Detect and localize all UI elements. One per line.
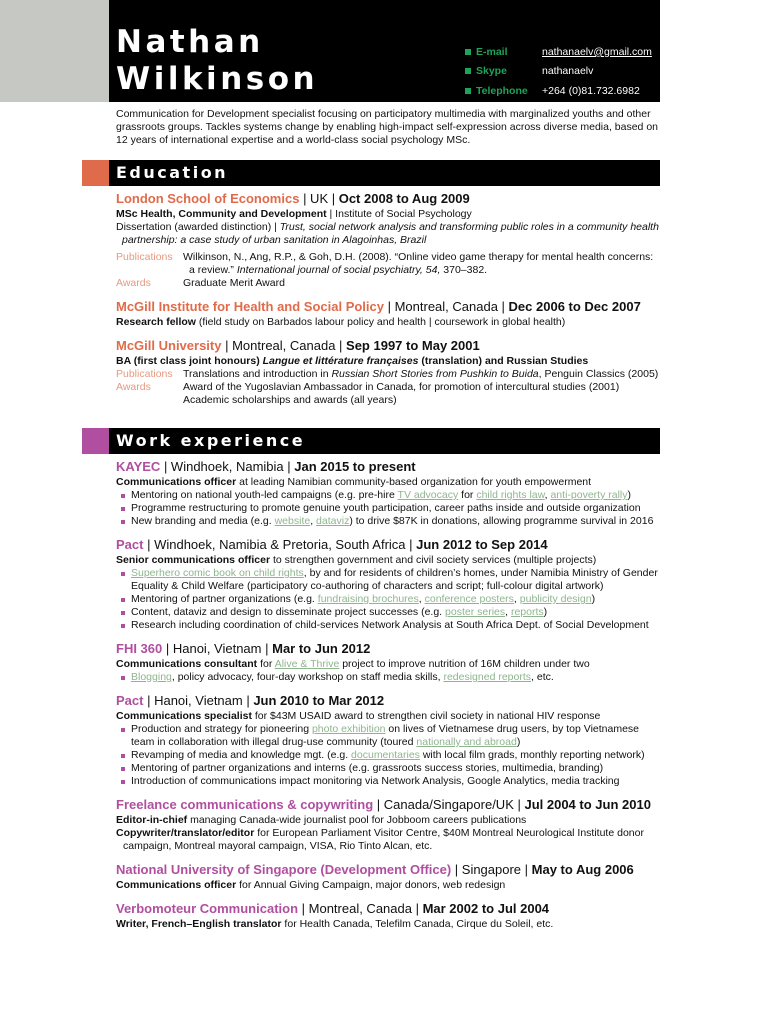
work-entry-freelance: Freelance communications & copywriting | Canada/Singapore/UK | Jul 2004 to Jun 2010 Editor-in-chief managing Canada-wide journalist pool for Jobboom careers publications Copywriter/translator/editor for European Parliament Visitor Centre, $40M Montreal Neurological Institute donor campaign, Montreal mayoral campaign, VISA, Rio Tinto Alcan, etc. — [116, 797, 651, 852]
work-entry-pact-vietnam: Pact | Hanoi, Vietnam | Jun 2010 to Mar 2012 Communications specialist for $43M USAID award to strengthen civil society in national HIV response Production and strategy for pioneering photo exhibition on lives of Vietnamese drug users, by top Vietnamese team in collaboration with illegal drug-use community (toured nationally and abroad) Revamping of media and knowledge mgt. (e.g. documentaries with local film grads, monthly reporting network) Mentoring of partner organizations and interns (e.g. grassroots success stories, multimedia, branding) Introduction of communications impact monitoring via Network Analysis, Google Analytics, media tracking — [116, 693, 661, 788]
date-range: Jun 2012 to Sep 2014 — [416, 537, 548, 552]
list-item: Introduction of communications impact monitoring via Network Analysis, Google Analytics, media tracking — [116, 775, 661, 788]
telephone-value: +264 (0)81.732.6982 — [542, 84, 640, 97]
date-range: Jan 2015 to present — [294, 459, 416, 474]
org-name: Freelance communications & copywriting — [116, 797, 374, 812]
anti-poverty-rally-link[interactable]: anti-poverty rally — [550, 489, 628, 501]
date-range: Jul 2004 to Jun 2010 — [524, 797, 651, 812]
education-heading: Education — [109, 160, 660, 186]
org-name: London School of Economics — [116, 191, 300, 206]
contact-label: Skype — [476, 65, 507, 78]
degree: MSc Health, Community and Development — [116, 208, 327, 220]
date-range: Oct 2008 to Aug 2009 — [338, 191, 470, 206]
work-entry-pact-namibia: Pact | Windhoek, Namibia & Pretoria, South Africa | Jun 2012 to Sep 2014 Senior communications officer to strengthen government and civil society services (multiple projects) Superhero comic book on child rights, by and for residents of children’s homes, under Namibia Ministry of Gender Equality & Child Welfare (participatory co-authoring of characters and script; full-colour digital artwork) Mentoring of partner organizations (e.g. fundraising brochures, conference posters, publicity design) Content, dataviz and design to disseminate project successes (e.g. poster series, reports) Research including coordination of child-services Network Analysis at South Africa Dept. of Social Development — [116, 537, 661, 632]
contact-label: Telephone — [476, 84, 528, 97]
org-name: McGill University — [116, 338, 222, 353]
org-name: Pact — [116, 537, 144, 552]
education-section — [116, 191, 661, 413]
list-item: Blogging, policy advocacy, four-day workshop on staff media skills, redesigned reports, etc. — [116, 671, 661, 684]
work-entry-kayec: KAYEC | Windhoek, Namibia | Jan 2015 to present Communications officer at leading Namibian community-based organization for youth empowerment Mentoring on national youth-led campaigns (e.g. pre-hire TV advocacy for child rights law, anti-poverty rally) Programme restructuring to promote genuine youth participation, career paths inside and outside organization New branding and media (e.g. website, dataviz) to drive $87K in donations, allowing programme survival in 2016 — [116, 459, 661, 528]
date-range: May to Aug 2006 — [531, 862, 634, 877]
org-name: Pact — [116, 693, 144, 708]
reports-link[interactable]: reports — [510, 606, 544, 618]
first-name: Nathan — [116, 24, 264, 60]
date-range: Mar 2002 to Jul 2004 — [422, 901, 550, 916]
corner-block — [0, 0, 109, 102]
dataviz-link[interactable]: dataviz — [316, 515, 350, 527]
education-entry-lse: London School of Economics | UK | Oct 2008 to Aug 2009 MSc Health, Community and Development | Institute of Social Psychology Dissertation (awarded distinction) | Trust, social network analysis and transforming public roles in a community health partnership: a case study of urban sanitation in Alagoinhas, Brazil Publications Wilkinson, N., Ang, R.P., & Goh, D.H. (2008). “Online video game therapy for mental health concerns: a review.” International journal of social psychiatry, 54, 370–382. Awards Graduate Merit Award — [116, 191, 661, 290]
education-entry-mcgill: McGill University | Montreal, Canada | Sep 1997 to May 2001 BA (first class joint honours) Langue et littérature françaises (translation) and Russian Studies Publications Translations and introduction in Russian Short Stories from Pushkin to Buida, Penguin Classics (2005) Awards Award of the Yugoslavian Ambassador in Canada, for promotion of intercultural studies (2001) Academic scholarships and awards (all years) — [116, 338, 661, 407]
contact-label: E-mail — [476, 45, 508, 58]
redesigned-reports-link[interactable]: redesigned reports — [443, 671, 532, 683]
date-range: Sep 1997 to May 2001 — [346, 338, 480, 353]
list-item: Content, dataviz and design to disseminate project successes (e.g. poster series, reports) — [116, 606, 661, 619]
date-range: Mar to Jun 2012 — [272, 641, 371, 656]
bullet-list — [116, 489, 661, 528]
org-name: Verbomoteur Communication — [116, 901, 299, 916]
org-name: KAYEC — [116, 459, 161, 474]
blogging-link[interactable]: Blogging — [131, 671, 172, 683]
education-accent — [82, 160, 109, 186]
skype-value: nathanaelv — [542, 65, 594, 78]
list-item: Revamping of media and knowledge mgt. (e.g. documentaries with local film grads, monthly reporting network) — [116, 749, 661, 762]
work-entry-verbomoteur: Verbomoteur Communication | Montreal, Canada | Mar 2002 to Jul 2004 Writer, French–English translator for Health Canada, Telefilm Canada, Cirque du Soleil, etc. — [116, 901, 554, 930]
publications-row: Publications Translations and introduction in Russian Short Stories from Pushkin to Buida, Penguin Classics (2005) — [116, 368, 659, 380]
bullet-square-icon — [465, 49, 471, 55]
alive-thrive-link[interactable]: Alive & Thrive — [274, 658, 340, 670]
list-item: Mentoring on national youth-led campaigns (e.g. pre-hire TV advocacy for child rights law, anti-poverty rally) — [116, 489, 661, 502]
poster-series-link[interactable]: poster series — [445, 606, 506, 618]
publications-row: Publications Wilkinson, N., Ang, R.P., & Goh, D.H. (2008). “Online video game therapy for mental health concerns: a review.” International journal of social psychiatry, 54, 370–382. — [116, 251, 654, 276]
comic-book-link[interactable]: Superhero comic book on child rights — [131, 567, 304, 579]
org-name: FHI 360 — [116, 641, 163, 656]
email-link[interactable]: nathanaelv@gmail.com — [542, 45, 652, 58]
date-range: Jun 2010 to Mar 2012 — [253, 693, 385, 708]
list-item: Programme restructuring to promote genuine youth participation, career paths inside and outside organization — [116, 502, 661, 515]
publicity-design-link[interactable]: publicity design — [519, 593, 592, 605]
documentaries-link[interactable]: documentaries — [351, 749, 420, 761]
org-name: McGill Institute for Health and Social Policy — [116, 299, 384, 314]
org-name: National University of Singapore (Development Office) — [116, 862, 452, 877]
summary: Communication for Development specialist focusing on participatory multimedia with marginalized youths and other grassroots groups. Tackles systems change by enabling high-impact self-expression across diverse media, based on 12 years of international expertise and a world-class social psychology MSc. — [116, 108, 658, 146]
bullet-list — [116, 567, 661, 632]
conference-posters-link[interactable]: conference posters — [424, 593, 514, 605]
contact-skype — [465, 62, 652, 82]
work-section — [116, 459, 661, 937]
list-item: Superhero comic book on child rights, by and for residents of children’s homes, under Namibia Ministry of Gender Equality & Child Welfare (participatory co-authoring of characters and script; full-colour digital artwork) — [116, 567, 661, 593]
bullet-list — [116, 671, 661, 684]
photo-exhibition-link[interactable]: photo exhibition — [311, 723, 386, 735]
fundraising-brochures-link[interactable]: fundraising brochures — [317, 593, 419, 605]
contact-email — [465, 42, 652, 62]
contact-block — [465, 42, 652, 101]
awards-row: Awards Graduate Merit Award — [116, 277, 285, 289]
list-item: Research including coordination of child-services Network Analysis at South Africa Dept. of Social Development — [116, 619, 661, 632]
nationally-abroad-link[interactable]: nationally and abroad — [416, 736, 517, 748]
work-entry-fhi360: FHI 360 | Hanoi, Vietnam | Mar to Jun 2012 Communications consultant for Alive & Thrive project to improve nutrition of 16M children under two Blogging, policy advocacy, four-day workshop on staff media skills, redesigned reports, etc. — [116, 641, 661, 684]
list-item: Mentoring of partner organizations (e.g. fundraising brochures, conference posters, publicity design) — [116, 593, 661, 606]
child-rights-law-link[interactable]: child rights law — [476, 489, 545, 501]
degree: BA (first class joint honours) Langue et littérature françaises (translation) and Russian Studies — [116, 355, 589, 367]
list-item: New branding and media (e.g. website, dataviz) to drive $87K in donations, allowing programme survival in 2016 — [116, 515, 661, 528]
work-entry-nus: National University of Singapore (Development Office) | Singapore | May to Aug 2006 Communications officer for Annual Giving Campaign, major donors, web redesign — [116, 862, 634, 891]
date-range: Dec 2006 to Dec 2007 — [508, 299, 641, 314]
contact-telephone — [465, 81, 652, 101]
list-item: Mentoring of partner organizations and interns (e.g. grassroots success stories, multimedia, branding) — [116, 762, 661, 775]
last-name: Wilkinson — [116, 61, 319, 97]
candidate-name — [116, 24, 318, 98]
work-heading: Work experience — [109, 428, 660, 454]
tv-advocacy-link[interactable]: TV advocacy — [397, 489, 459, 501]
list-item: Production and strategy for pioneering photo exhibition on lives of Vietnamese drug users, by top Vietnamese team in collaboration with illegal drug-use community (toured nationally and abroad) — [116, 723, 661, 749]
bullet-square-icon — [465, 88, 471, 94]
bullet-square-icon — [465, 68, 471, 74]
dissertation: Dissertation (awarded distinction) | Trust, social network analysis and transforming public roles in a community health partnership: a case study of urban sanitation in Alagoinhas, Brazil — [116, 221, 659, 246]
education-entry-mcgill-ihsp: McGill Institute for Health and Social Policy | Montreal, Canada | Dec 2006 to Dec 2007 Research fellow (field study on Barbados labour policy and health | coursework in global health) — [116, 299, 641, 328]
awards-row: Awards Award of the Yugoslavian Ambassador in Canada, for promotion of intercultural studies (2001) Academic scholarships and awards (all years) — [116, 381, 620, 406]
work-accent — [82, 428, 109, 454]
bullet-list — [116, 723, 661, 788]
website-link[interactable]: website — [274, 515, 311, 527]
